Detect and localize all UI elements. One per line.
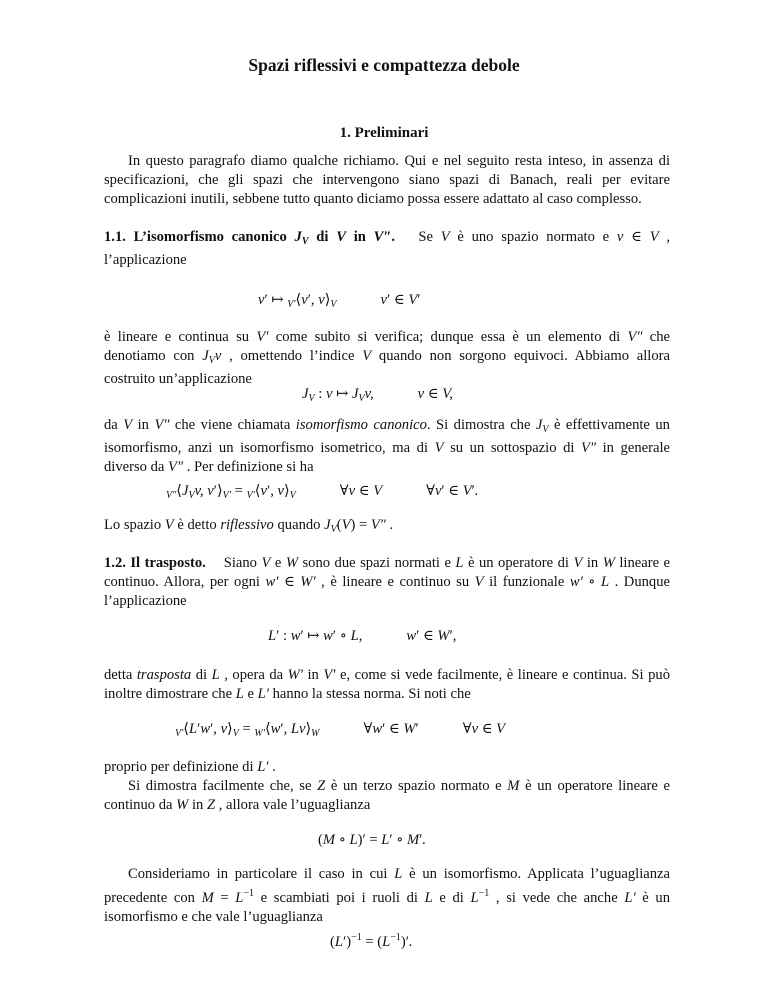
subsection-1-1-paragraph: 1.1. L’isomorfismo canonico $J_V$ di V in V″. Se V è uno spazio normato e v ∈ V , l’applicazione xyxy=(104,229,671,268)
intro-paragraph: In questo paragrafo diamo qualche richiamo. Qui e nel seguito resta inteso, in assenza di specificazioni, che gli spazi che intervengono siano spazi di Banach, reali per evitare complicazioni inutili, sebbene tutto quanto diciamo possa essere adattato al caso complesso. xyxy=(104,153,670,207)
subsection-1-1-paragraph-4: Lo spazio V è detto riflessivo quando $J_V(V) = V''$ . xyxy=(104,517,394,535)
equation-2: $J_V$ : v ↦ $J_Vv$, v ∈ V, xyxy=(302,386,453,404)
subsection-1-1-paragraph-3: da V in V″ che viene chiamata isomorfismo canonico. Si dimostra che $J_V$ è effettivamente un isomorfismo, anzi un isomorfismo isometrico, ma di V su un sottospazio di V″ in generale diverso da V″ . Per definizione si ha xyxy=(104,417,670,475)
equation-7: $(L')^{-1} = (L^{-1})'$. xyxy=(330,932,413,950)
subsection-1-2-paragraph: 1.2. Il trasposto. Siano V e W sono due spazi normati e L è un operatore di V in W lineare e continuo. Allora, per ogni w′ ∈ W′ , è lineare e continuo su V il funzionale w′ ∘ L . Dunque l’applicazione xyxy=(104,555,671,609)
section-title: 1. Preliminari xyxy=(339,125,429,141)
document-title: Spazi riflessivi e compattezza debole xyxy=(248,55,520,75)
subsection-1-2-paragraph-3: proprio per definizione di L′ . xyxy=(104,759,276,775)
equation-4: L′ : w′ ↦ w′ ∘ L, w′ ∈ W′, xyxy=(268,628,457,644)
subsection-1-2-paragraph-5: Consideriamo in particolare il caso in cui L è un isomorfismo. Applicata l’uguaglianza precedente con $M = L^{-1}$ e scambiati poi i ruoli di L e di $L^{-1}$ , si vede che anche L′ è un isomorfismo e che vale l’uguaglianza xyxy=(104,866,671,925)
equation-6: (M ∘ L)′ = L′ ∘ M′. xyxy=(318,832,427,848)
equation-3: $_{V''}⟨J_Vv$, $v'⟩_{V'}$ = $_{V'}$⟨v′, $v⟩_V$ ∀v ∈ V ∀v′ ∈ V′. xyxy=(166,483,479,501)
equation-1: v′ ↦ $_{V'}$⟨v′, $v⟩_V$ v′ ∈ V′ xyxy=(258,292,421,310)
subsection-1-1-paragraph-2: è lineare e continua su V′ come subito si verifica; dunque essa è un elemento di V″ che denotiamo con $J_Vv$ , omettendo l’indice V quando non sorgono equivoci. Abbiamo allora costruito un’applicazione xyxy=(104,329,671,387)
subsection-1-2-heading: 1.2. Il trasposto. xyxy=(104,555,206,571)
subsection-1-2-paragraph-2: detta trasposta di L , opera da W′ in V′ e, come si vede facilmente, è lineare e continua. Si può inoltre dimostrare che L e L′ hanno la stessa norma. Si noti che xyxy=(104,667,670,702)
equation-5: $_{V'}$⟨L′w′, $v⟩_V$ = $_{W'}$⟨w′, $Lv⟩_W$ ∀w′ ∈ W′ ∀v ∈ V xyxy=(175,721,506,739)
subsection-1-1-heading: 1.1. L’isomorfismo canonico $J_V$ di V in V″. xyxy=(104,229,396,247)
subsection-1-2-paragraph-4: Si dimostra facilmente che, se Z è un terzo spazio normato e M è un operatore lineare e continuo da W in Z , allora vale l’uguaglianza xyxy=(104,778,670,813)
